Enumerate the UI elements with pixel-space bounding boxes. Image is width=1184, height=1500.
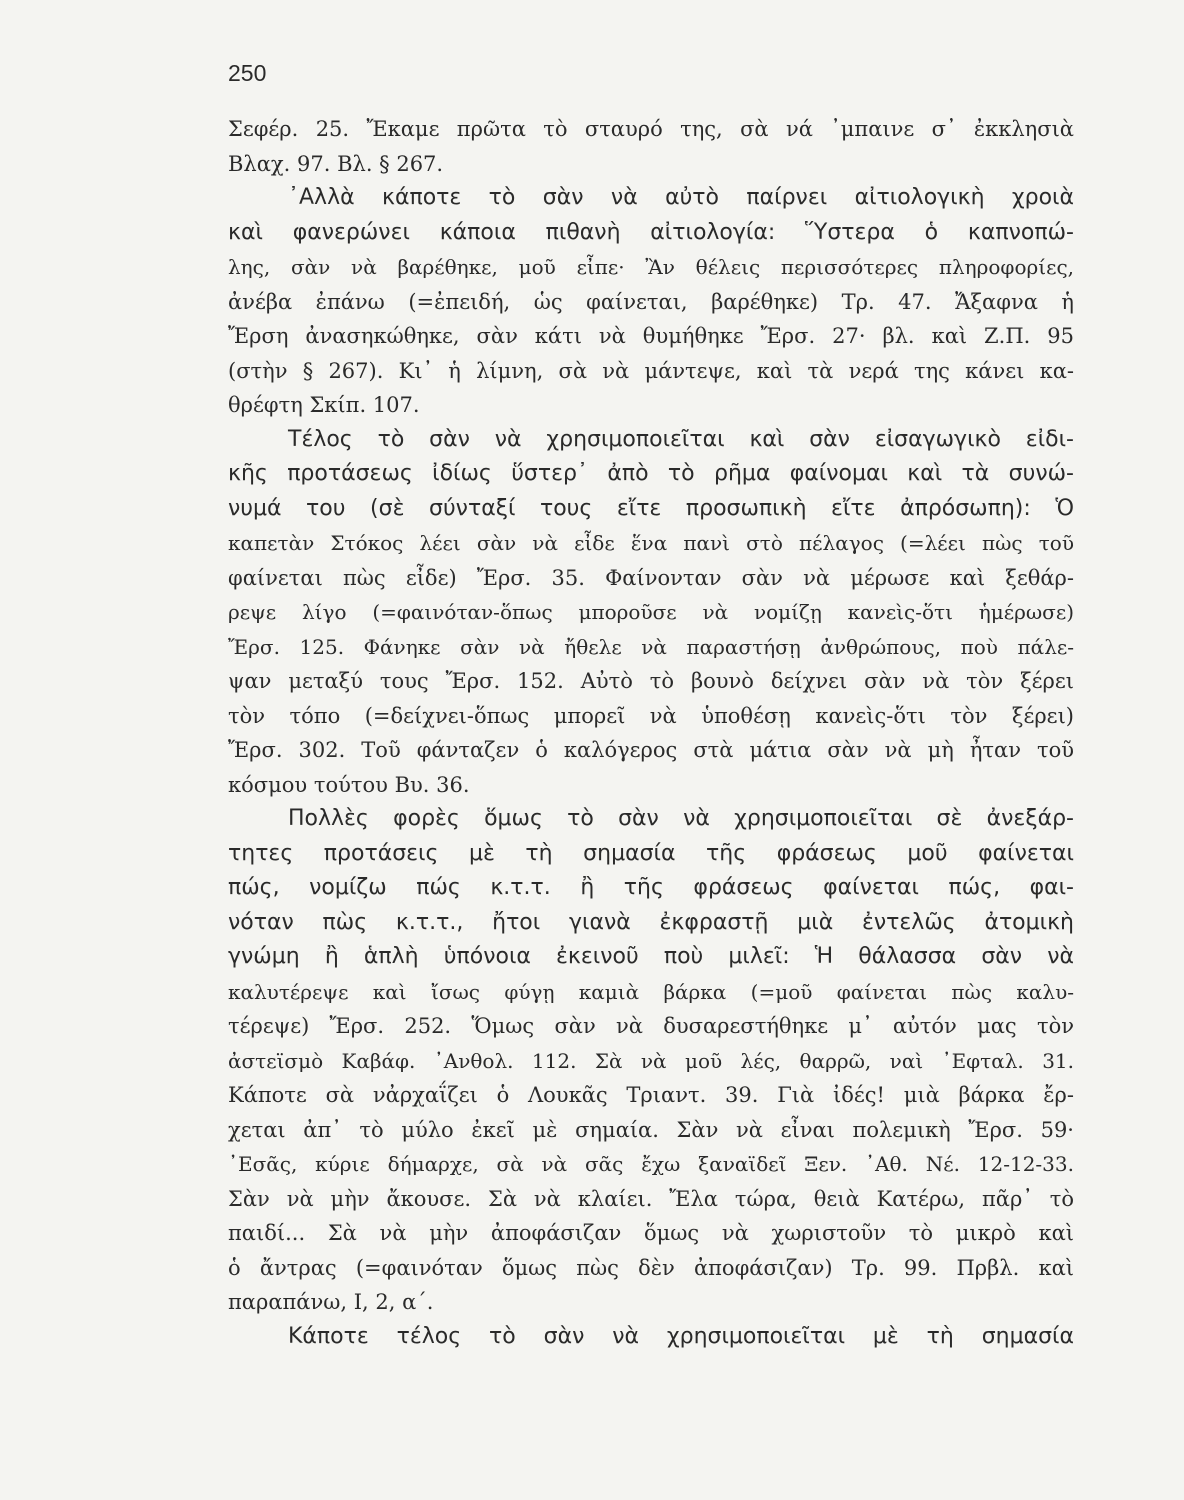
text-line: Ἔρση ἀνασηκώθηκε, σὰν κάτι νὰ θυμήθηκε Ἔρσ. 27· βλ. καὶ Ζ.Π. 95 [228, 324, 1074, 348]
text-line: Σεφέρ. 25. Ἔκαμε πρῶτα τὸ σταυρό της, σὰ νά ᾿μπαινε σ᾿ ἐκκλησιὰ [228, 117, 1074, 141]
text-line: Τέλος τὸ σὰν νὰ χρησιμοποιεῖται καὶ σὰν εἰσαγωγικὸ εἰδι- [288, 426, 1074, 452]
text-line: χεται ἀπ᾿ τὸ μύλο ἐκεῖ μὲ σημαία. Σὰν νὰ εἶναι πολεμικὴ Ἔρσ. 59· [228, 1117, 1074, 1142]
text-line: Ἔρσ. 125. Φάνηκε σὰν νὰ ἤθελε νὰ παραστήσῃ ἀνθρώπους, ποὺ πάλε- [228, 634, 1074, 659]
text-line: καπετὰν Στόκος λέει σὰν νὰ εἶδε ἕνα πανὶ στὸ πέλαγος (=λέει πὼς τοῦ [228, 531, 1074, 555]
text-line: κῆς προτάσεως ἰδίως ὕστερ᾿ ἀπὸ τὸ ρῆμα φαίνομαι καὶ τὰ συνώ- [228, 461, 1074, 486]
text-line: γνώμη ἢ ἁπλὴ ὑπόνοια ἐκεινοῦ ποὺ μιλεῖ: Ἡ θάλασσα σὰν νὰ [228, 944, 1074, 969]
text-line: λης, σὰν νὰ βαρέθηκε, μοῦ εἶπε· Ἂν θέλεις περισσότερες πληροφορίες, [228, 255, 1074, 279]
text-line: Κάποτε τέλος τὸ σὰν νὰ χρησιμοποιεῖται μὲ τὴ σημασία [288, 1323, 1074, 1349]
text-line: ᾿Αλλὰ κάποτε τὸ σὰν νὰ αὐτὸ παίρνει αἰτιολογικὴ χροιὰ [288, 185, 1074, 210]
text-line: καλυτέρεψε καὶ ἴσως φύγῃ καμιὰ βάρκα (=μοῦ φαίνεται πὼς καλυ- [228, 979, 1074, 1004]
text-line: τητες προτάσεις μὲ τὴ σημασία τῆς φράσεως μοῦ φαίνεται [228, 840, 1074, 866]
text-line: θρέφτη Σκίπ. 107. [228, 393, 420, 417]
text-line: πώς, νομίζω πώς κ.τ.τ. ἢ τῆς φράσεως φαίνεται πώς, φαι- [228, 875, 1074, 900]
text-line: φαίνεται πὼς εἶδε) Ἔρσ. 35. Φαίνονταν σὰν νὰ μέρωσε καὶ ξεθάρ- [228, 565, 1074, 590]
text-line: παραπάνω, Ι, 2, α΄. [228, 1290, 434, 1314]
text-line: τὸν τόπο (=δείχνει-ὅπως μπορεῖ νὰ ὑποθέσῃ κανεὶς-ὅτι τὸν ξέρει) [228, 703, 1074, 728]
text-line: τέρεψε) Ἔρσ. 252. Ὅμως σὰν νὰ δυσαρεστήθηκε μ᾿ αὐτόν μας τὸν [228, 1014, 1074, 1038]
text-line: Βλαχ. 97. Βλ. § 267. [228, 151, 444, 176]
text-line: καὶ φανερώνει κάποια πιθανὴ αἰτιολογία: Ὕστερα ὁ καπνοπώ- [228, 219, 1074, 245]
text-line: κόσμου τούτου Βυ. 36. [228, 772, 470, 797]
text-line: ὁ ἄντρας (=φαινόταν ὅμως πὼς δὲν ἀποφάσιζαν) Τρ. 99. Πρβλ. καὶ [228, 1255, 1074, 1280]
text-line: νόταν πὼς κ.τ.τ., ἤτοι γιανὰ ἐκφραστῇ μιὰ ἐντελῶς ἀτομικὴ [228, 909, 1074, 935]
body-text [228, 112, 1074, 1354]
text-line: ψαν μεταξύ τους Ἔρσ. 152. Αὐτὸ τὸ βουνὸ δείχνει σὰν νὰ τὸν ξέρει [228, 669, 1074, 693]
text-line: Πολλὲς φορὲς ὅμως τὸ σὰν νὰ χρησιμοποιεῖται σὲ ἀνεξάρ- [288, 806, 1074, 831]
text-line: παιδί... Σὰ νὰ μὴν ἀποφάσιζαν ὅμως νὰ χωριστοῦν τὸ μικρὸ καὶ [228, 1221, 1074, 1245]
text-line: ἀνέβα ἐπάνω (=ἐπειδή, ὡς φαίνεται, βαρέθηκε) Τρ. 47. Ἄξαφνα ἡ [228, 289, 1074, 314]
text-line: Σὰν νὰ μὴν ἄκουσε. Σὰ νὰ κλαίει. Ἔλα τώρα, θειὰ Κατέρω, πᾶρ᾿ τὸ [228, 1186, 1074, 1211]
text-line: ᾿Εσᾶς, κύριε δήμαρχε, σὰ νὰ σᾶς ἔχω ξαναϊδεῖ Ξεν. ᾿Αθ. Νέ. 12-12-33. [228, 1152, 1074, 1176]
text-line: Κάποτε σὰ νἀρχαΐζει ὁ Λουκᾶς Τριαντ. 39. Γιὰ ἰδές! μιὰ βάρκα ἔρ- [228, 1083, 1074, 1107]
text-line: ἀστεϊσμὸ Καβάφ. ᾿Ανθολ. 112. Σὰ νὰ μοῦ λές, θαρρῶ, ναὶ ᾿Εφταλ. 31. [228, 1048, 1074, 1073]
page-number: 250 [228, 60, 267, 86]
text-line: (στὴν § 267). Κι᾿ ἡ λίμνη, σὰ νὰ μάντεψε, καὶ τὰ νερά της κάνει κα- [228, 358, 1074, 383]
text-line: ρεψε λίγο (=φαινόταν-ὅπως μποροῦσε νὰ νομίζῃ κανεὶς-ὅτι ἡμέρωσε) [228, 600, 1074, 624]
text-line: Ἔρσ. 302. Τοῦ φάνταζεν ὁ καλόγερος στὰ μάτια σὰν νὰ μὴ ἦταν τοῦ [228, 738, 1074, 762]
text-line: νυμά του (σὲ σύνταξί τους εἴτε προσωπικὴ εἴτε ἀπρόσωπη): Ὁ [228, 495, 1074, 521]
